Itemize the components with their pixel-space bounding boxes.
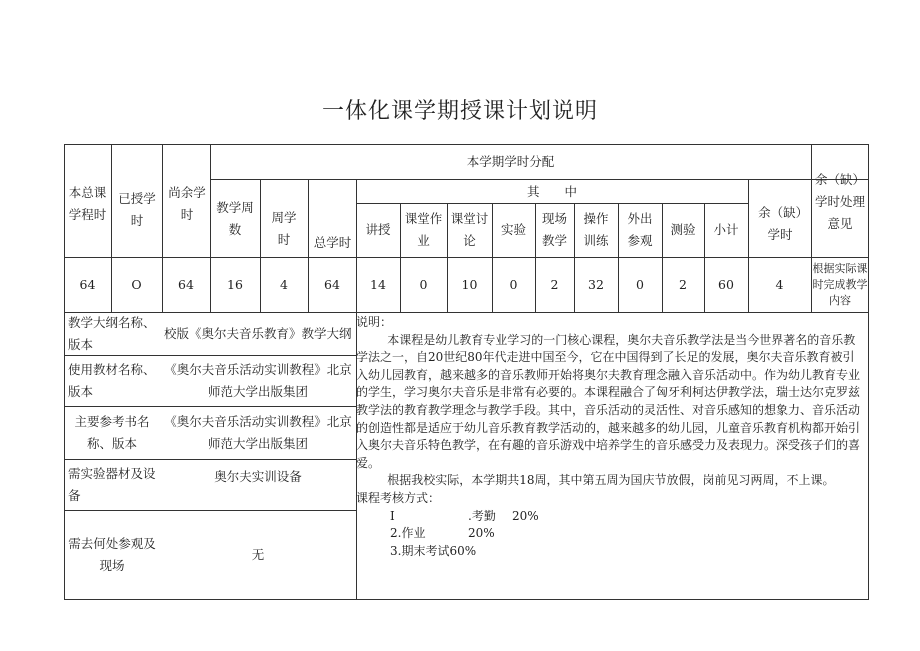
value-shortfall-hours: 4 bbox=[775, 276, 784, 292]
value-taught-hours: O bbox=[131, 276, 142, 292]
header-total-period: 总学时 bbox=[313, 235, 352, 250]
equipment-label: 需实验器材及设备 bbox=[68, 465, 156, 503]
value-visit: 0 bbox=[636, 276, 644, 292]
header-experiment: 实验 bbox=[500, 222, 526, 237]
description-heading: 说明： bbox=[356, 315, 393, 329]
value-teaching-weeks: 16 bbox=[227, 276, 243, 292]
value-weekly-hours: 4 bbox=[280, 276, 288, 292]
syllabus-label: 教学大纲名称、版本 bbox=[68, 314, 156, 352]
header-lecture: 讲授 bbox=[365, 222, 391, 237]
header-remaining-hours: 尚余学时 bbox=[168, 185, 206, 222]
value-field-teaching: 2 bbox=[550, 276, 559, 292]
header-field-teaching: 现场教学 bbox=[541, 211, 567, 248]
header-classwork: 课堂作业 bbox=[404, 211, 443, 248]
assessment-item-label: .考勤 bbox=[468, 508, 496, 523]
header-shortfall-hours: 余（缺）学时 bbox=[758, 205, 802, 242]
header-taught-hours: 已授学时 bbox=[118, 190, 156, 228]
reference-value: 《奥尔夫音乐活动实训教程》北京师范大学出版集团 bbox=[164, 413, 352, 451]
value-test: 2 bbox=[679, 276, 687, 292]
value-experiment: 0 bbox=[509, 276, 518, 292]
header-semester-distribution: 本学期学时分配 bbox=[466, 153, 555, 169]
description-paragraph: 本课程是幼儿教育专业学习的一门核心课程，奥尔夫音乐教学法是当今世界著名的音乐教学法之一，自20世纪80年代走进中国至今，它在中国得到了长足的发展，奥尔夫音乐教育被引入幼儿园教育，越来越多的音乐教师开始将奥尔夫教育理念融入音乐活动中。作为幼儿教育专业的学生，学习奥尔夫音乐是非常有必要的。本课程融合了匈牙利柯达伊教学法，瑞士达尔克罗兹教学法的教育教学理念与教学手段。其中，音乐活动的灵活性、对音乐感知的想象力、音乐活动的创造性都是适应于幼儿音乐教育教学活动的，越来越多的幼儿园，儿童音乐教育机构都开始引入奥尔夫音乐特色教学，在有趣的音乐游戏中培养学生的音乐感受力及表现力。深受孩子们的喜爱。 bbox=[356, 332, 861, 470]
assessment-item-percent: 20% bbox=[512, 508, 539, 523]
visit-value: 无 bbox=[251, 546, 265, 562]
assessment-item-homework bbox=[356, 525, 866, 543]
header-weekly-hours: 周学时 bbox=[271, 210, 297, 247]
value-lecture: 14 bbox=[370, 276, 386, 292]
value-total-period: 64 bbox=[324, 276, 340, 292]
reference-label: 主要参考书名称、版本 bbox=[74, 413, 150, 451]
header-visit: 外出参观 bbox=[627, 211, 653, 248]
header-discussion: 课堂讨论 bbox=[450, 211, 489, 248]
textbook-value: 《奥尔夫音乐活动实训教程》北京师范大学出版集团 bbox=[164, 361, 352, 399]
visit-label: 需去何处参观及现场 bbox=[68, 535, 156, 573]
header-test: 测验 bbox=[670, 222, 696, 237]
assessment-item-label: 2.作业 bbox=[390, 526, 426, 541]
table-border-right bbox=[868, 144, 869, 600]
header-subtotal: 小计 bbox=[713, 222, 739, 237]
value-classwork: 0 bbox=[419, 276, 428, 292]
equipment-value: 奥尔夫实训设备 bbox=[214, 469, 302, 484]
assessment-heading: 课程考核方式： bbox=[356, 490, 441, 505]
header-shortfall-opinion: 余（缺）学时处理意见 bbox=[814, 172, 865, 231]
assessment-item-number: I bbox=[390, 508, 395, 523]
value-discussion: 10 bbox=[461, 276, 478, 292]
course-description bbox=[356, 314, 866, 560]
plan-table bbox=[64, 144, 869, 600]
assessment-item-final-exam: 3.期末考试60% bbox=[390, 543, 477, 558]
assessment-item-percent: 20% bbox=[468, 526, 495, 541]
header-of-which: 其 中 bbox=[526, 183, 577, 199]
header-total-hours: 本总课学程时 bbox=[68, 184, 107, 222]
table-border-bottom bbox=[64, 599, 869, 600]
value-practice-training: 32 bbox=[588, 276, 604, 292]
header-teaching-weeks: 教学周数 bbox=[216, 200, 254, 237]
textbook-label: 使用教材名称、版本 bbox=[68, 361, 156, 399]
page-title: 一体化课学期授课计划说明 bbox=[321, 99, 598, 124]
value-total-hours: 64 bbox=[79, 276, 96, 292]
syllabus-value: 校版《奥尔夫音乐教育》教学大纲 bbox=[164, 325, 352, 341]
value-subtotal: 60 bbox=[718, 276, 734, 292]
value-shortfall-opinion: 根据实际课时完成教学内容 bbox=[812, 262, 868, 307]
header-practice-training: 操作训练 bbox=[583, 211, 609, 248]
schedule-paragraph: 根据我校实际，本学期共18周，其中第五周为国庆节放假，岗前见习两周，不上课。 bbox=[387, 473, 835, 488]
assessment-item-attendance bbox=[356, 508, 866, 526]
value-remaining-hours: 64 bbox=[178, 276, 194, 292]
